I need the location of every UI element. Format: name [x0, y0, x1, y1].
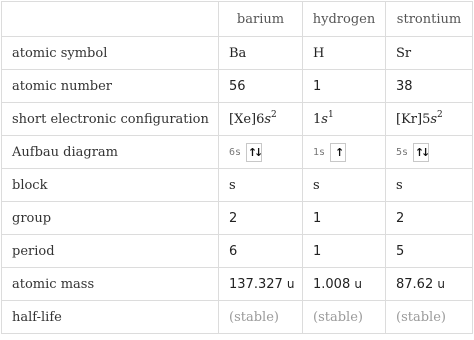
aufbau-diagram: [313, 143, 346, 162]
cell-block-barium: s: [219, 169, 303, 202]
table-row: [2, 169, 473, 202]
table-row: [2, 70, 473, 103]
cell-block-strontium: s: [386, 169, 473, 202]
table-row: [2, 103, 473, 136]
cell-atomic-mass-hydrogen: [303, 268, 386, 301]
row-label-period: period: [2, 235, 219, 268]
table-row: [2, 235, 473, 268]
cell-group-strontium: 2: [386, 202, 473, 235]
cell-aufbau-hydrogen: [303, 136, 386, 169]
corner-cell: [2, 2, 219, 37]
row-label-electron-configuration: short electronic configuration: [2, 103, 219, 136]
element-properties-table: [1, 1, 473, 334]
mass-value: 1.008: [313, 276, 351, 292]
table-row: [2, 136, 473, 169]
row-label-block: block: [2, 169, 219, 202]
config-orbital: s: [430, 111, 438, 127]
cell-atomic-symbol-hydrogen: H: [303, 37, 386, 70]
row-label-atomic-symbol: atomic symbol: [2, 37, 219, 70]
config-core: 1: [313, 111, 322, 127]
aufbau-diagram: [229, 143, 262, 162]
cell-electron-configuration-hydrogen: [303, 103, 386, 136]
mass-value: 137.327: [229, 276, 283, 292]
mass-unit: u: [286, 276, 295, 291]
column-header-hydrogen: hydrogen: [303, 2, 386, 37]
config-orbital: s: [321, 111, 328, 127]
cell-atomic-number-strontium: 38: [386, 70, 473, 103]
table-row: [2, 37, 473, 70]
table-row: [2, 202, 473, 235]
cell-atomic-number-hydrogen: 1: [303, 70, 386, 103]
mass-value: 87.62: [396, 276, 434, 292]
row-label-aufbau-diagram: Aufbau diagram: [2, 136, 219, 169]
electron-pair-arrows-icon: ↑↓: [413, 143, 429, 162]
cell-period-barium: 6: [219, 235, 303, 268]
cell-atomic-mass-strontium: [386, 268, 473, 301]
config-core: [Kr]5: [396, 111, 431, 127]
cell-group-barium: 2: [219, 202, 303, 235]
row-label-atomic-number: atomic number: [2, 70, 219, 103]
cell-electron-configuration-strontium: [386, 103, 473, 136]
cell-half-life-barium: (stable): [219, 301, 303, 334]
cell-aufbau-barium: [219, 136, 303, 169]
cell-atomic-symbol-barium: Ba: [219, 37, 303, 70]
aufbau-diagram: [396, 143, 429, 162]
cell-half-life-hydrogen: (stable): [303, 301, 386, 334]
electron-pair-arrows-icon: ↑↓: [246, 143, 262, 162]
orbital-label: 1s: [313, 146, 326, 158]
cell-block-hydrogen: s: [303, 169, 386, 202]
cell-atomic-symbol-strontium: Sr: [386, 37, 473, 70]
cell-electron-configuration-barium: [219, 103, 303, 136]
orbital-label: 5s: [396, 146, 409, 158]
config-electron-count: 2: [437, 109, 443, 120]
cell-atomic-number-barium: 56: [219, 70, 303, 103]
cell-half-life-strontium: (stable): [386, 301, 473, 334]
column-header-barium: barium: [219, 2, 303, 37]
cell-aufbau-strontium: [386, 136, 473, 169]
table-row: [2, 301, 473, 334]
cell-period-strontium: 5: [386, 235, 473, 268]
table-header-row: [2, 2, 473, 37]
config-electron-count: 2: [271, 109, 277, 120]
mass-unit: u: [437, 276, 445, 291]
config-orbital: s: [264, 111, 272, 127]
cell-atomic-mass-barium: [219, 268, 303, 301]
electron-up-arrow-icon: ↑: [330, 143, 346, 162]
config-core: [Xe]6: [229, 111, 265, 127]
table-row: [2, 268, 473, 301]
row-label-half-life: half-life: [2, 301, 219, 334]
cell-period-hydrogen: 1: [303, 235, 386, 268]
column-header-strontium: strontium: [386, 2, 473, 37]
row-label-atomic-mass: atomic mass: [2, 268, 219, 301]
orbital-label: 6s: [229, 146, 242, 158]
mass-unit: u: [354, 276, 362, 291]
row-label-group: group: [2, 202, 219, 235]
cell-group-hydrogen: 1: [303, 202, 386, 235]
config-electron-count: 1: [327, 109, 334, 120]
